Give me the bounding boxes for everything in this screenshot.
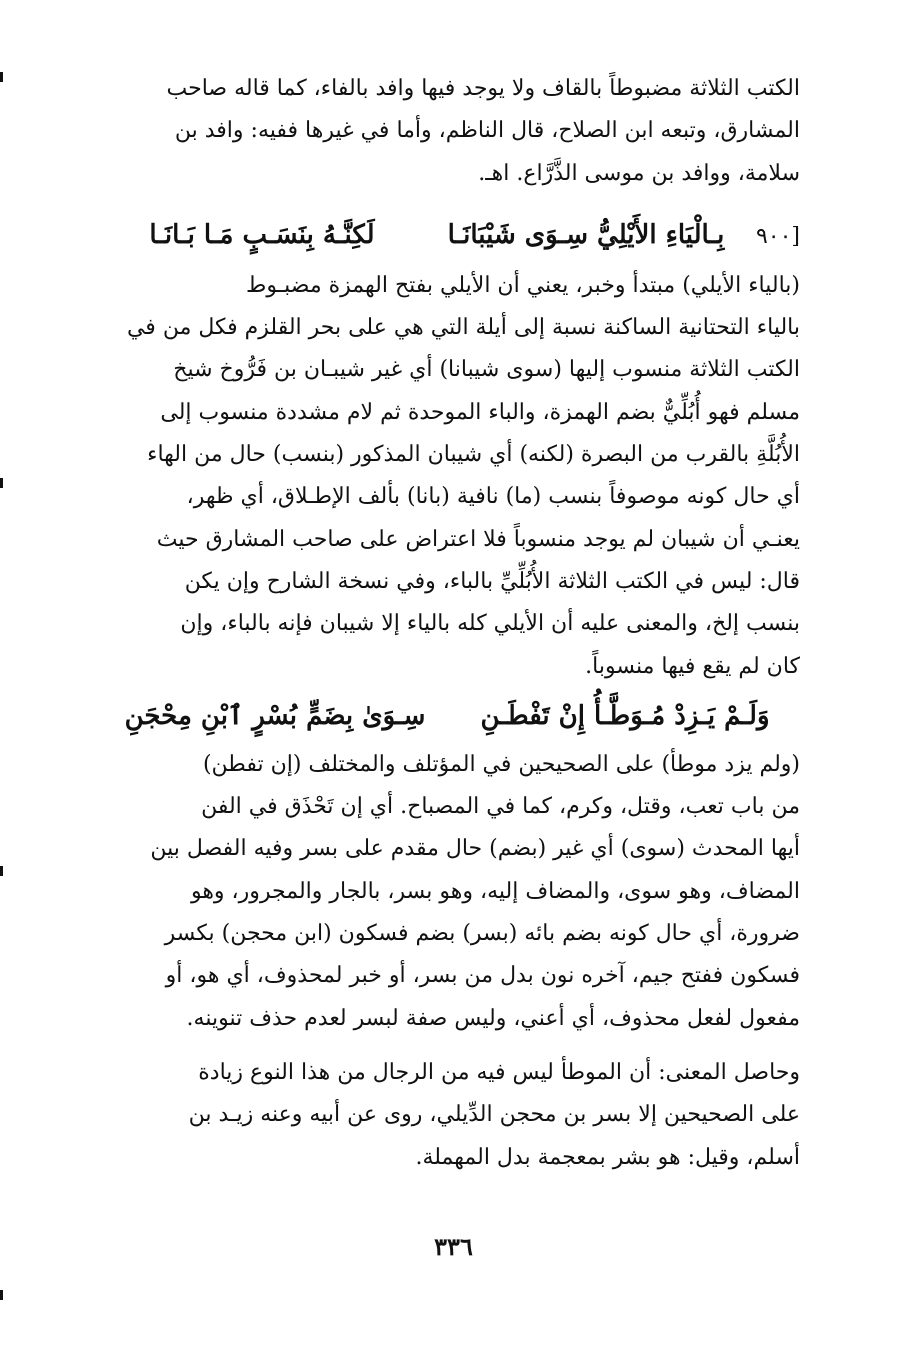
verse-901	[100, 688, 800, 744]
text-line: (ولم يزد موطأ) على الصحيحين في المؤتلف والمختلف (إن تفطن)	[202, 751, 800, 777]
verse-second-hemistich: سِـوَىٰ بِضَمٍّ بُسْرٍ ٱبْنِ مِحْجَنِ	[124, 700, 426, 731]
text-line: أي حال كونه موصوفاً بنسب (ما) نافية (بانا) بألف الإطـلاق، أي ظهر،	[186, 484, 800, 510]
verse-first-hemistich: بِـالْيَاءِ الأَيْلِيُّ سِـوَى شَيْبَانَـا	[447, 219, 725, 250]
text-line: كان لم يقع فيها منسوباً.	[585, 653, 800, 679]
verse-number: [٩٠٠	[755, 223, 800, 249]
text-line: أسلم، وقيل: هو بشر بمعجمة بدل المهملة.	[415, 1144, 800, 1170]
page-body	[100, 68, 800, 1179]
text-line: فسكون ففتح جيم، آخره نون بدل من بسر، أو خبر لمحذوف، أي هو، أو	[165, 963, 800, 989]
text-line: مسلم فهو أُبُلِّيٌّ بضم الهمزة، والباء الموحدة ثم لام مشددة منسوب إلى	[160, 399, 800, 425]
commentary-901	[100, 744, 800, 1040]
text-line: المضاف، وهو سوى، والمضاف إليه، وهو بسر، بالجار والمجرور، وهو	[190, 878, 800, 904]
commentary-900	[100, 265, 800, 688]
scan-edge-mark	[0, 478, 3, 488]
text-line: من باب تعب، وقتل، وكرم، كما في المصباح. أي إن تَحْذَق في الفن	[201, 794, 800, 820]
page-number: ٣٣٦	[434, 1232, 473, 1261]
summary-paragraph	[100, 1052, 800, 1179]
text-line: الكتب الثلاثة منسوب إليها (سوى شيبانا) أي غير شيبـان بن فَرُّوخ شيخ	[173, 357, 800, 383]
text-line: قال: ليس في الكتب الثلاثة الأُبُلِّيِّ بالباء، وفي نسخة الشارح وإن يكن	[184, 568, 800, 594]
verse-second-hemistich: لَكِنَّـهُ بِنَسَـبٍ مَـا بَـانَـا	[149, 219, 375, 250]
scan-edge-mark	[0, 866, 3, 876]
scan-edge-mark	[0, 72, 3, 82]
text-line: الأُبُلَّةِ بالقرب من البصرة (لكنه) أي شيبان المذكور (بنسب) حال من الهاء	[147, 442, 800, 468]
scan-edge-mark	[0, 1290, 3, 1300]
text-line: ضرورة، أي حال كونه بضم بائه (بسر) بضم فسكون (ابن محجن) بكسر	[164, 921, 800, 947]
text-line: بنسب إلخ، والمعنى عليه أن الأيلي كله بالياء إلا شيبان فإنه بالباء، وإن	[180, 611, 800, 637]
verse-first-hemistich: وَلَـمْ يَـزِدْ مُـوَطَّـأُ إِنْ تَفْطَـنِ	[480, 700, 770, 731]
intro-paragraph	[100, 68, 800, 195]
text-line: سلامة، ووافد بن موسى الذَّرَّاع. اهـ.	[478, 160, 800, 186]
text-line: المشارق، وتبعه ابن الصلاح، قال الناظم، وأما في غيرها ففيه: وافد بن	[174, 118, 800, 144]
text-line: (بالياء الأيلي) مبتدأ وخبر، يعني أن الأيلي بفتح الهمزة مضبـوط	[245, 272, 800, 298]
text-line: يعنـي أن شيبان لم يوجد منسوباً فلا اعتراض على صاحب المشارق حيث	[156, 526, 800, 552]
text-line: وحاصل المعنى: أن الموطأ ليس فيه من الرجال من هذا النوع زيادة	[198, 1059, 800, 1085]
text-line: بالياء التحتانية الساكنة نسبة إلى أيلة التي هي على بحر القلزم فكل من في	[126, 315, 800, 341]
verse-900	[100, 207, 800, 265]
text-line: أيها المحدث (سوى) أي غير (بضم) حال مقدم على بسر وفيه الفصل بين	[150, 836, 800, 862]
text-line: الكتب الثلاثة مضبوطاً بالقاف ولا يوجد فيها وافد بالفاء، كما قاله صاحب	[166, 76, 800, 101]
text-line: مفعول لفعل محذوف، أي أعني، وليس صفة لبسر لعدم حذف تنوينه.	[186, 1005, 800, 1031]
text-line: على الصحيحين إلا بسر بن محجن الدِّيلي، روى عن أبيه وعنه زيـد بن	[188, 1102, 800, 1128]
